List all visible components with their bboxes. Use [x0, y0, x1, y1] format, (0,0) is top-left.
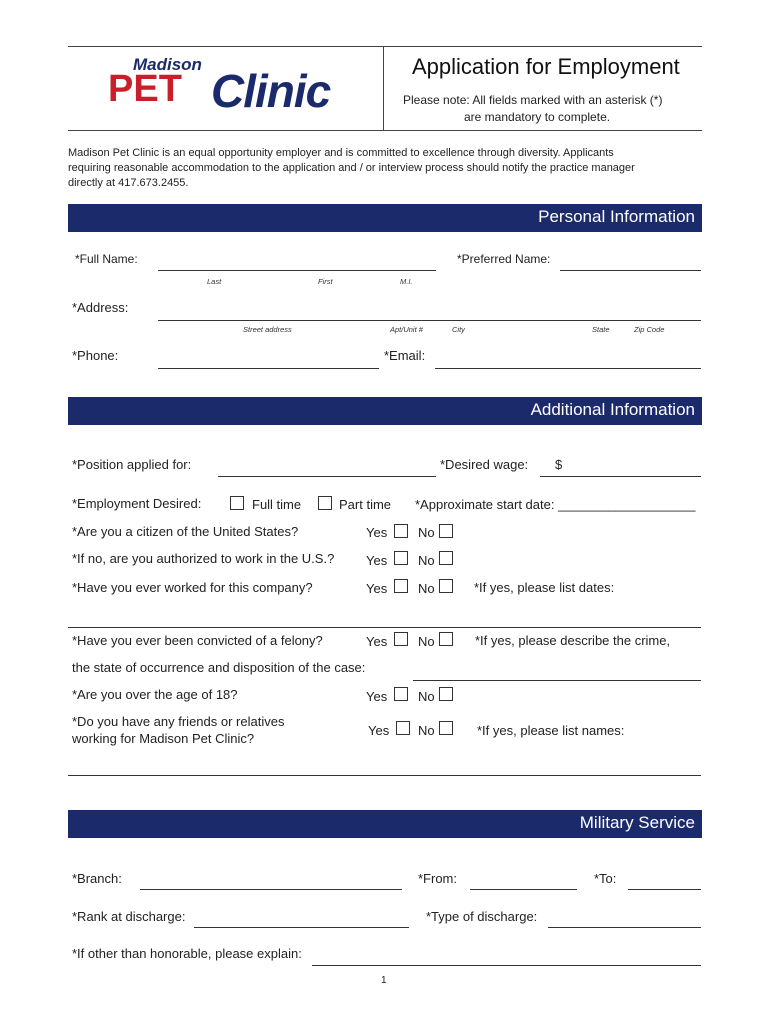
additional-information-title: Additional Information: [530, 400, 695, 419]
logo-madison: Madison: [133, 55, 202, 74]
authorized-no-checkbox[interactable]: [439, 551, 453, 565]
worked-dates-label: *If yes, please list dates:: [474, 580, 615, 595]
military-service-header: [68, 810, 702, 838]
full-name-label: *Full Name:: [75, 252, 138, 266]
worked-dates-field[interactable]: [68, 627, 701, 628]
over18-no-label: No: [418, 689, 435, 704]
felony-yes-label: Yes: [366, 634, 388, 649]
worked-before-question: *Have you ever worked for this company?: [72, 580, 313, 595]
worked-yes-label: Yes: [366, 581, 388, 596]
over18-no-checkbox[interactable]: [439, 687, 453, 701]
mandatory-note-line1: Please note: All fields marked with an asterisk (*): [403, 93, 663, 107]
full-time-label: Full time: [252, 497, 302, 512]
address-label: *Address:: [72, 300, 129, 315]
felony-describe-label: *If yes, please describe the crime,: [475, 633, 671, 648]
state-caption: State: [592, 325, 610, 334]
position-field[interactable]: [218, 476, 436, 477]
to-label: *To:: [594, 871, 617, 886]
last-caption: Last: [207, 277, 222, 286]
apt-caption: Apt/Unit #: [390, 325, 423, 334]
discharge-type-field[interactable]: [548, 927, 701, 928]
worked-yes-checkbox[interactable]: [394, 579, 408, 593]
authorized-yes-checkbox[interactable]: [394, 551, 408, 565]
to-field[interactable]: [628, 889, 701, 890]
friends-no-label: No: [418, 723, 435, 738]
logo-pet: PET: [108, 68, 182, 110]
felony-no-checkbox[interactable]: [439, 632, 453, 646]
intro-line2: requiring reasonable accommodation to the application and / or interview process should notify the practice manager: [68, 162, 635, 174]
preferred-name-label: *Preferred Name:: [457, 252, 551, 266]
additional-information-header: [68, 397, 702, 425]
citizen-no-label: No: [418, 525, 435, 540]
from-field[interactable]: [470, 889, 577, 890]
personal-information-title: Personal Information: [538, 207, 695, 226]
part-time-label: Part time: [339, 497, 392, 512]
authorized-no-label: No: [418, 553, 435, 568]
preferred-name-field[interactable]: [560, 270, 701, 271]
citizen-question: *Are you a citizen of the United States?: [72, 524, 299, 539]
address-field[interactable]: [158, 320, 701, 321]
friends-question-line2: working for Madison Pet Clinic?: [72, 731, 255, 746]
worked-no-checkbox[interactable]: [439, 579, 453, 593]
friends-question-line1: *Do you have any friends or relatives: [72, 714, 285, 729]
rank-field[interactable]: [194, 927, 409, 928]
rank-label: *Rank at discharge:: [72, 909, 186, 924]
dollar-sign: $: [555, 457, 563, 472]
explain-field[interactable]: [312, 965, 701, 966]
from-label: *From:: [418, 871, 457, 886]
citizen-yes-checkbox[interactable]: [394, 524, 408, 538]
worked-no-label: No: [418, 581, 435, 596]
page-title: Application for Employment: [412, 54, 680, 79]
citizen-no-checkbox[interactable]: [439, 524, 453, 538]
branch-label: *Branch:: [72, 871, 122, 886]
first-caption: First: [318, 277, 333, 286]
mi-caption: M.I.: [400, 277, 413, 286]
email-field[interactable]: [435, 368, 701, 369]
page-number: 1: [381, 975, 387, 986]
explain-label: *If other than honorable, please explain:: [72, 946, 302, 961]
header-bottom-rule: [68, 130, 702, 131]
phone-field[interactable]: [158, 368, 379, 369]
felony-description-field[interactable]: [413, 680, 701, 681]
intro-line3: directly at 417.673.2455.: [68, 177, 189, 189]
personal-information-header: [68, 204, 702, 232]
part-time-checkbox[interactable]: [318, 496, 332, 510]
email-label: *Email:: [384, 348, 426, 363]
logo-clinic: Clinic: [211, 65, 331, 117]
branch-field[interactable]: [140, 889, 402, 890]
felony-question: *Have you ever been convicted of a felony?: [72, 633, 323, 648]
desired-wage-field[interactable]: [540, 476, 701, 477]
mandatory-note-line2: are mandatory to complete.: [464, 110, 611, 124]
discharge-type-label: *Type of discharge:: [426, 909, 538, 924]
phone-label: *Phone:: [72, 348, 119, 363]
position-label: *Position applied for:: [72, 457, 192, 472]
citizen-yes-label: Yes: [366, 525, 388, 540]
street-caption: Street address: [243, 325, 292, 334]
military-service-title: Military Service: [579, 813, 695, 832]
friends-no-checkbox[interactable]: [439, 721, 453, 735]
over18-yes-label: Yes: [366, 689, 388, 704]
felony-yes-checkbox[interactable]: [394, 632, 408, 646]
over18-question: *Are you over the age of 18?: [72, 687, 238, 702]
city-caption: City: [452, 325, 465, 334]
friends-names-field[interactable]: [68, 775, 701, 776]
start-date-label: *Approximate start date: ___________________: [415, 497, 696, 512]
friends-yes-label: Yes: [368, 723, 390, 738]
friends-yes-checkbox[interactable]: [396, 721, 410, 735]
desired-wage-label: *Desired wage:: [440, 457, 529, 472]
authorized-yes-label: Yes: [366, 553, 388, 568]
felony-no-label: No: [418, 634, 435, 649]
header-divider: [383, 46, 384, 130]
full-name-field[interactable]: [158, 270, 436, 271]
felony-continuation-label: the state of occurrence and disposition of the case:: [72, 660, 366, 675]
header-top-rule: [68, 46, 702, 47]
authorized-question: *If no, are you authorized to work in the U.S.?: [72, 551, 335, 566]
friends-names-label: *If yes, please list names:: [477, 723, 625, 738]
intro-line1: Madison Pet Clinic is an equal opportunity employer and is committed to excellence through diversity. Applicants: [68, 147, 614, 159]
full-time-checkbox[interactable]: [230, 496, 244, 510]
employment-desired-label: *Employment Desired:: [72, 496, 202, 511]
zip-caption: Zip Code: [634, 325, 665, 334]
over18-yes-checkbox[interactable]: [394, 687, 408, 701]
